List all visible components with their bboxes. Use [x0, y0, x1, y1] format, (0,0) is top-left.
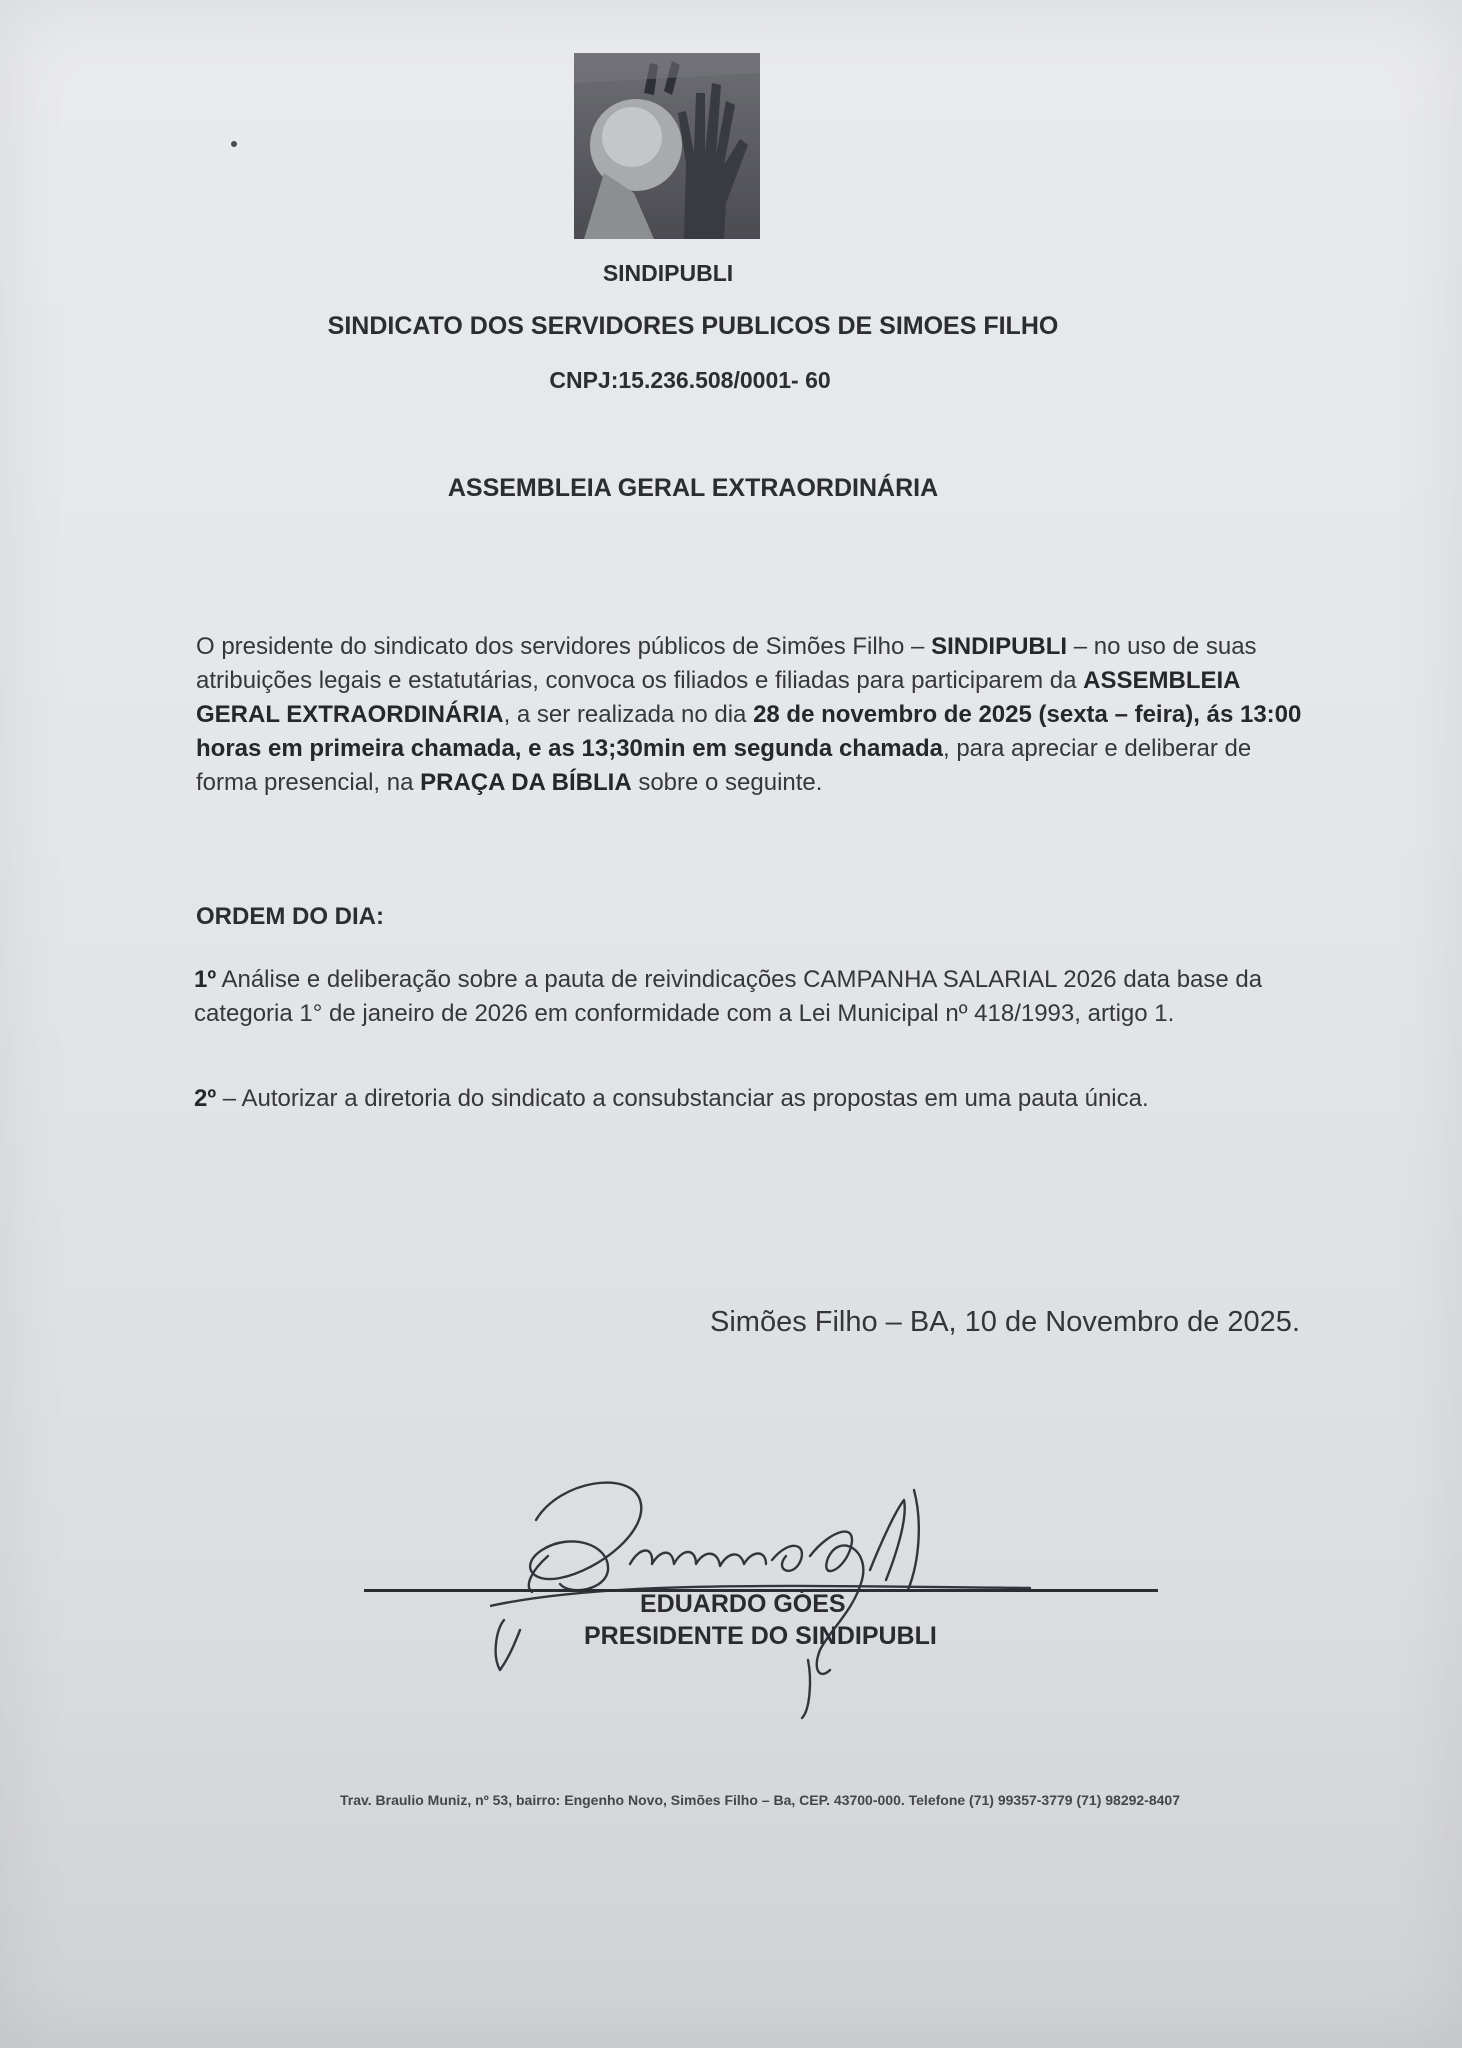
text-run-bold: PRAÇA DA BÍBLIA	[420, 769, 632, 796]
text-run-bold: 28 de novembro de 2025 (sexta – feira), ás 13:00 horas em primeira chamada, e as 13;30min em segunda chamada	[196, 701, 1302, 762]
signatory-name: EDUARDO GÓES	[640, 1590, 846, 1618]
place-and-date: Simões Filho – BA, 10 de Novembro de 2025.	[710, 1306, 1300, 1338]
ink-speck	[231, 141, 237, 147]
text-run: sobre o seguinte.	[631, 769, 823, 796]
text-run: , a ser realizada no dia	[503, 701, 754, 728]
text-run: – no uso de suas atribuições legais e estatutárias, convoca os filiados e filiadas para participarem da	[196, 633, 1257, 694]
agenda-item	[194, 963, 1324, 1031]
convocation-paragraph	[196, 630, 1304, 800]
document-title: ASSEMBLEIA GERAL EXTRAORDINÁRIA	[447, 474, 939, 502]
footer-address: Trav. Braulio Muniz, nº 53, bairro: Engenho Novo, Simões Filho – Ba, CEP. 43700-000. Telefone (71) 99357-3779 (71) 98292-8407	[340, 1792, 1180, 1808]
agenda-item-text: Análise e deliberação sobre a pauta de reivindicações CAMPANHA SALARIAL 2026 data base da categoria 1° de janeiro de 2026 em conformidade com a Lei Municipal nº 418/1993, artigo 1.	[194, 966, 1263, 1027]
org-short-name: SINDIPUBLI	[602, 260, 734, 286]
org-full-name: SINDICATO DOS SERVIDORES PUBLICOS DE SIMOES FILHO	[327, 312, 1059, 340]
agenda-item-text: – Autorizar a diretoria do sindicato a consubstanciar as propostas em uma pauta única.	[216, 1085, 1149, 1112]
text-run: O presidente do sindicato dos servidores públicos de Simões Filho –	[196, 633, 932, 660]
signatory-role: PRESIDENTE DO SINDIPUBLI	[584, 1622, 937, 1650]
agenda-item	[194, 1082, 1324, 1116]
agenda-item-number: 1º	[194, 966, 217, 993]
union-logo-image	[574, 53, 760, 239]
text-run-bold: SINDIPUBLI	[931, 633, 1068, 660]
org-cnpj: CNPJ:15.236.508/0001- 60	[549, 367, 831, 393]
agenda-item-number: 2º	[194, 1085, 217, 1112]
text-run: , para apreciar e deliberar de forma presencial, na	[196, 735, 1252, 796]
agenda-heading: ORDEM DO DIA:	[196, 903, 384, 930]
text-run-bold: ASSEMBLEIA GERAL EXTRAORDINÁRIA	[196, 667, 1240, 728]
